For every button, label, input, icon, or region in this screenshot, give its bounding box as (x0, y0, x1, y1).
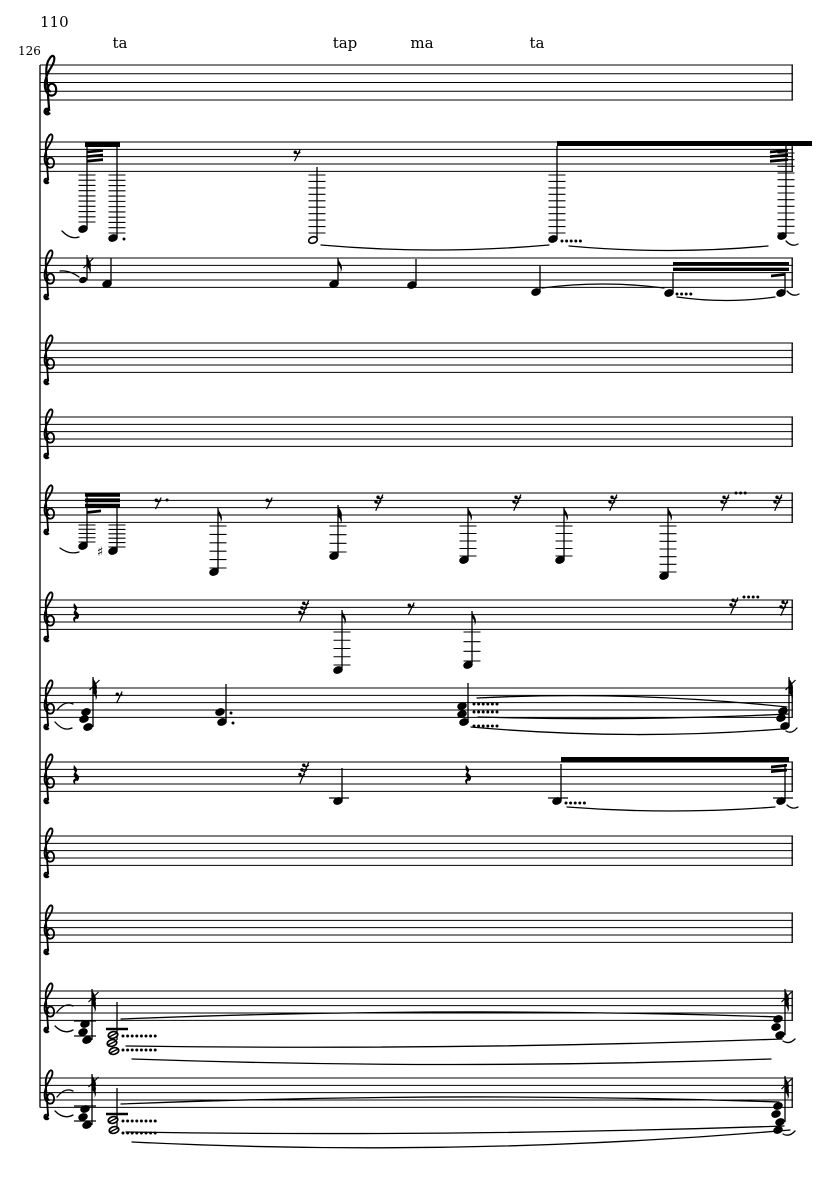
staff-2 (40, 134, 812, 250)
dot (578, 802, 581, 805)
dot (126, 1049, 129, 1052)
staff-8 (40, 677, 797, 735)
dot (574, 240, 577, 243)
sixteenth-rest-icon (720, 495, 729, 511)
grace-flags (786, 677, 796, 701)
dot (482, 711, 485, 714)
dot (154, 1120, 157, 1123)
dot-row (122, 1049, 157, 1052)
lyric-syllable: ma (410, 34, 434, 52)
beam (85, 504, 120, 508)
dot (149, 1049, 152, 1052)
tie (57, 703, 73, 710)
augmentation-dot (230, 712, 233, 715)
notehead (215, 708, 225, 717)
tie (477, 696, 787, 707)
tremolo-beam (87, 158, 103, 162)
tie (471, 727, 782, 735)
augmentation-dot (123, 238, 126, 241)
lyric-syllable: ta (529, 34, 545, 52)
notehead (775, 1118, 785, 1127)
dot (496, 711, 499, 714)
dot (491, 703, 494, 706)
dot-row (473, 711, 499, 714)
dot (756, 596, 759, 599)
dot (685, 293, 688, 296)
tie (126, 1126, 784, 1134)
clef-ball (44, 726, 48, 730)
staff-7 (40, 592, 793, 674)
dot (496, 703, 499, 706)
eighth-rest-icon (408, 603, 415, 615)
notehead (78, 1113, 88, 1122)
beam (561, 757, 789, 762)
dot (569, 802, 572, 805)
clef-ball (44, 296, 48, 300)
notehead (775, 1031, 785, 1040)
measure-number: 126 (18, 44, 41, 58)
dot-row (565, 802, 586, 805)
dot-row (561, 240, 582, 243)
notehead (82, 1036, 92, 1045)
dot-row (676, 293, 693, 296)
notehead (773, 1102, 783, 1111)
staff-11 (40, 905, 793, 954)
sixteenth-rest-icon (512, 495, 521, 511)
tie (126, 1039, 782, 1047)
sixteenth-rest-icon (374, 495, 383, 511)
grace-flags (782, 989, 792, 1013)
staff-4 (40, 335, 793, 384)
tie (57, 1090, 73, 1097)
dot (579, 240, 582, 243)
dot (482, 725, 485, 728)
clef-ball (44, 951, 48, 955)
quarter-rest-icon (73, 603, 79, 623)
dot (689, 293, 692, 296)
dot (154, 1035, 157, 1038)
dot (131, 1120, 134, 1123)
notehead (79, 276, 87, 283)
quarter-rest-icon (73, 765, 79, 785)
dot (140, 1120, 143, 1123)
clef-ball (44, 531, 48, 535)
tie (567, 807, 775, 811)
tie (62, 231, 79, 238)
tremolo-beam (771, 273, 785, 277)
tremolo-beam (87, 510, 101, 514)
tremolo-beam (87, 154, 103, 158)
staff-1 (40, 56, 793, 115)
notehead (771, 1110, 781, 1119)
dot (126, 1035, 129, 1038)
notehead (83, 723, 93, 732)
notehead (773, 1015, 783, 1024)
dot (743, 596, 746, 599)
thirtysecond-rest-icon (298, 763, 309, 784)
tie (787, 805, 798, 808)
dot (126, 1120, 129, 1123)
dot (149, 1120, 152, 1123)
dot (583, 802, 586, 805)
dot (486, 711, 489, 714)
dot (131, 1035, 134, 1038)
grace-flags (89, 989, 99, 1013)
dot (145, 1049, 148, 1052)
clef-ball (44, 638, 48, 642)
dot (135, 1035, 138, 1038)
notehead (81, 708, 91, 717)
dot (473, 703, 476, 706)
dot (735, 492, 738, 495)
tie (60, 548, 79, 553)
tie (55, 722, 72, 729)
staff-10 (40, 828, 793, 877)
beam (85, 493, 120, 497)
dot (122, 1132, 125, 1135)
tie (321, 245, 549, 250)
staff-6 (40, 485, 793, 580)
tie (132, 1059, 771, 1065)
staff-5 (40, 409, 793, 458)
dot (473, 711, 476, 714)
staff-12 (40, 983, 795, 1064)
tie (60, 271, 79, 277)
notehead (78, 1028, 88, 1037)
thirtysecond-rest-icon (298, 601, 309, 622)
dot (752, 596, 755, 599)
dot-row (122, 1120, 157, 1123)
dot (122, 1120, 125, 1123)
dot (744, 492, 747, 495)
notehead (82, 1121, 92, 1130)
tie (569, 246, 768, 251)
clef-ball (44, 1029, 48, 1033)
dot (565, 802, 568, 805)
clef-ball (44, 180, 48, 184)
eighth-rest-icon (294, 150, 301, 162)
dot (140, 1049, 143, 1052)
beam (85, 498, 120, 502)
dot (154, 1049, 157, 1052)
dot (680, 293, 683, 296)
augmentation-dot (166, 499, 169, 502)
lyric-syllable: tap (332, 34, 358, 52)
staff-3 (40, 250, 799, 300)
sharp-icon: ♯ (96, 545, 104, 560)
augmentation-dot (232, 722, 235, 725)
dot-row (743, 596, 760, 599)
page-number: 110 (40, 13, 69, 31)
beam (557, 141, 812, 146)
dot (486, 725, 489, 728)
tie (786, 241, 798, 245)
dot (140, 1035, 143, 1038)
dot (565, 240, 568, 243)
dot (145, 1120, 148, 1123)
dot-row (735, 492, 747, 495)
tremolo-beam (770, 158, 788, 162)
dot (496, 725, 499, 728)
dot-row (122, 1035, 157, 1038)
grace-flags (782, 1076, 792, 1100)
tie (783, 1039, 795, 1043)
dot (747, 596, 750, 599)
clef-ball (45, 110, 50, 115)
dot (570, 240, 573, 243)
dot (477, 711, 480, 714)
dot (561, 240, 564, 243)
beam (673, 262, 789, 265)
dot (122, 1049, 125, 1052)
tremolo-beam (770, 154, 788, 158)
clef-ball (44, 455, 48, 459)
dot (145, 1035, 148, 1038)
dot (676, 293, 679, 296)
dot (491, 711, 494, 714)
dot (482, 703, 485, 706)
clef-ball (44, 381, 48, 385)
tie (55, 1111, 73, 1117)
dot (477, 703, 480, 706)
dot (122, 1035, 125, 1038)
beam (673, 268, 789, 271)
notehead (79, 715, 89, 724)
clef-ball (44, 874, 48, 878)
tie (55, 1026, 73, 1032)
staff-13 (40, 1070, 795, 1147)
tie (478, 714, 788, 719)
beam (85, 142, 120, 147)
staff-9 (40, 754, 798, 811)
dot (135, 1120, 138, 1123)
dot (739, 492, 742, 495)
grace-flags (90, 677, 100, 701)
dot (131, 1049, 134, 1052)
tie (783, 1131, 795, 1135)
tie (787, 291, 799, 295)
lyric-syllable: ta (112, 34, 128, 52)
sixteenth-rest-icon (608, 495, 617, 511)
dot (574, 802, 577, 805)
tie (677, 297, 775, 301)
clef-ball (44, 800, 48, 804)
dot (491, 725, 494, 728)
eighth-rest-icon (116, 692, 123, 704)
quarter-rest-icon (465, 765, 471, 785)
sixteenth-rest-icon (773, 495, 782, 511)
dot (149, 1035, 152, 1038)
dot (486, 703, 489, 706)
clef-ball (44, 1116, 48, 1120)
notehead (771, 1023, 781, 1032)
dot (135, 1049, 138, 1052)
